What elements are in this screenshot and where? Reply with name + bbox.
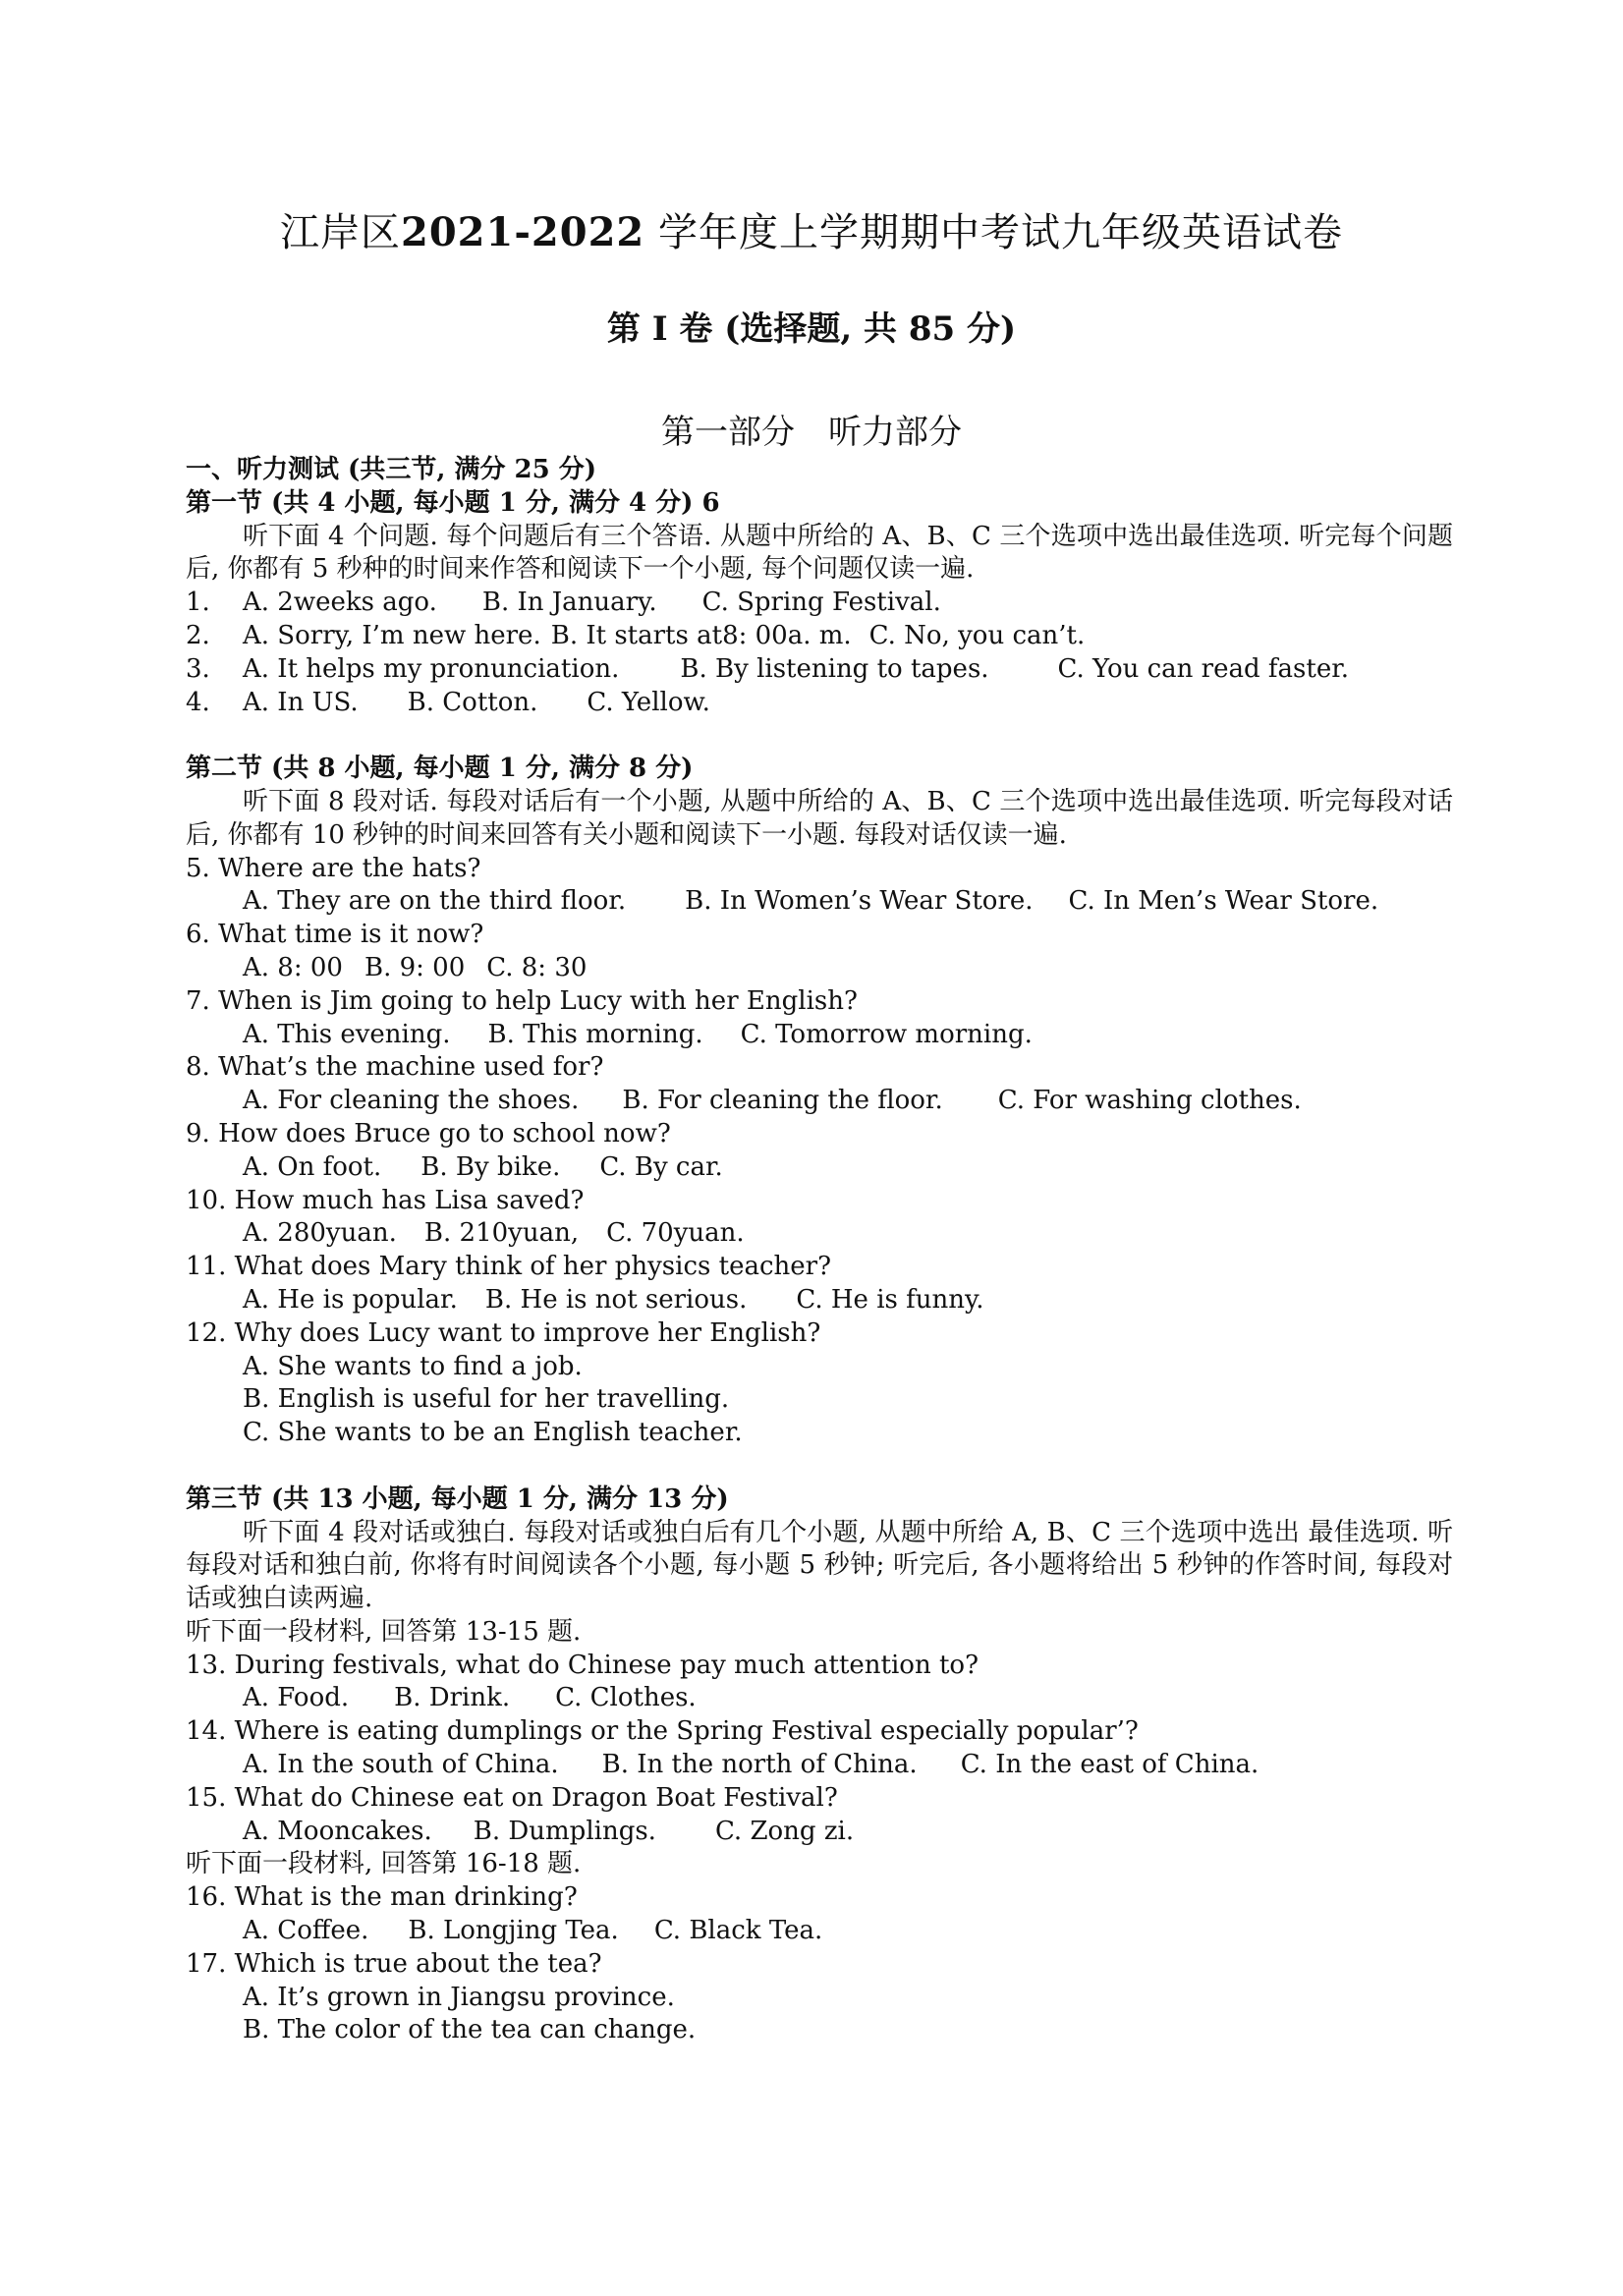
- options-row: [186, 1915, 1453, 1948]
- option-b: B. 9: 00: [364, 952, 466, 982]
- options-row: [186, 952, 1453, 985]
- option-c: C. By car.: [599, 1151, 723, 1182]
- section2-instructions: 听下面 8 段对话. 每段对话后有一个小题, 从题中所给的 A、B、C 三个选项中选出最佳选项. 听完每段对话后, 你都有 10 秒钟的时间来回答有关小题和阅读下一小题. 每段对话仅读一遍.: [186, 786, 1453, 850]
- section-main-heading: 一、听力测试 (共三节, 满分 25 分): [186, 455, 597, 484]
- section1-instructions: 听下面 4 个问题. 每个问题后有三个答语. 从题中所给的 A、B、C 三个选项中选出最佳选项. 听完每个问题后, 你都有 5 秒种的时间来作答和阅读下一个小题, 每个问题仅读一遍.: [186, 521, 1453, 585]
- exam-content: [186, 454, 1453, 2047]
- question-number: 4.: [186, 687, 210, 717]
- options-row: [186, 1151, 1453, 1185]
- option-b: B. English is useful for her travelling.: [243, 1384, 730, 1415]
- option-b: B. In Women’s Wear Store.: [685, 886, 1034, 917]
- option-a: A. It’s grown in Jiangsu province.: [243, 1982, 675, 2012]
- option-b: B. He is not serious.: [484, 1284, 748, 1315]
- option-b: B. 210yuan,: [423, 1218, 580, 1249]
- question-row: [186, 587, 1453, 620]
- spacer: [186, 1450, 1453, 1484]
- material-note: 听下面一段材料, 回答第 16-18 题.: [186, 1849, 582, 1879]
- option-c: C. 70yuan.: [606, 1218, 745, 1249]
- option-a: A. 8: 00: [243, 952, 343, 982]
- option-c: C. Black Tea.: [653, 1916, 823, 1946]
- option-c: C. 8: 30: [486, 952, 588, 982]
- question-text: 14. Where is eating dumplings or the Spring Festival especially popular’?: [186, 1716, 1139, 1747]
- option-b: B. Dumplings.: [473, 1816, 656, 1846]
- option-a: A. Sorry, I’m new here.: [243, 620, 541, 650]
- section2-heading: 第二节 (共 8 小题, 每小题 1 分, 满分 8 分): [186, 754, 694, 784]
- spacer: [186, 719, 1453, 753]
- option-c: C. In Men’s Wear Store.: [1068, 886, 1379, 917]
- volume-title: 第 I 卷 (选择题, 共 85 分): [606, 309, 1017, 349]
- option-a: A. She wants to find a job.: [243, 1351, 583, 1381]
- option-a: A. This evening.: [243, 1019, 451, 1049]
- option-a: A. It helps my pronunciation.: [243, 653, 620, 684]
- options-row: [186, 1217, 1453, 1251]
- section3-instructions: 听下面 4 段对话或独白. 每段对话或独白后有几个小题, 从题中所给 A, B、C 三个选项中选出 最佳选项. 听每段对话和独白前, 你将有时间阅读各个小题, 每小题 5 秒钟; 听完后, 各小题将给出 5 秒钟的作答时间, 每段对话或独白读两遍.: [186, 1517, 1453, 1614]
- question-text: 8. What’s the machine used for?: [186, 1052, 604, 1083]
- question-text: 15. What do Chinese eat on Dragon Boat Festival?: [186, 1782, 838, 1813]
- options-row: [186, 1284, 1453, 1317]
- question-number: 2.: [186, 620, 210, 650]
- question-text: 17. Which is true about the tea?: [186, 1948, 602, 1979]
- question-number: 1.: [186, 588, 210, 618]
- option-a: A. Food.: [243, 1683, 350, 1713]
- option-b: B. This morning.: [487, 1019, 703, 1049]
- option-a: A. Coffee.: [243, 1916, 369, 1946]
- option-c: C. Zong zi.: [714, 1816, 855, 1846]
- question-text: 9. How does Bruce go to school now?: [186, 1118, 671, 1148]
- question-text: 11. What does Mary think of her physics teacher?: [186, 1252, 832, 1282]
- options-row: [186, 1749, 1453, 1782]
- question-text: 6. What time is it now?: [186, 920, 484, 950]
- option-c: C. For washing clothes.: [997, 1086, 1302, 1116]
- option-b: B. For cleaning the floor.: [622, 1086, 943, 1116]
- option-b: B. Longjing Tea.: [408, 1916, 619, 1946]
- option-c: C. In the east of China.: [960, 1750, 1259, 1780]
- exam-title: [0, 201, 1623, 257]
- options-row: [186, 1816, 1453, 1849]
- question-text: 13. During festivals, what do Chinese pay much attention to?: [186, 1650, 979, 1680]
- options-row: [186, 1085, 1453, 1118]
- option-a: A. On foot.: [243, 1151, 382, 1182]
- option-c: C. Yellow.: [587, 687, 710, 717]
- section1-heading: 第一节 (共 4 小题, 每小题 1 分, 满分 4 分) 6: [186, 487, 720, 518]
- option-c: C. No, you can’t.: [868, 620, 1086, 650]
- option-a: A. In US.: [243, 687, 359, 717]
- option-b: B. The color of the tea can change.: [243, 2015, 697, 2045]
- option-c: C. Clothes.: [555, 1683, 697, 1713]
- title-prefix: 江岸区: [280, 210, 401, 255]
- option-b: B. Drink.: [394, 1683, 511, 1713]
- question-text: 12. Why does Lucy want to improve her English?: [186, 1317, 821, 1348]
- question-text: 10. How much has Lisa saved?: [186, 1185, 585, 1215]
- option-b: B. It starts at8: 00a. m.: [550, 620, 852, 650]
- option-a: A. In the south of China.: [243, 1750, 559, 1780]
- question-text: 16. What is the man drinking?: [186, 1882, 578, 1913]
- material-note: 听下面一段材料, 回答第 13-15 题.: [186, 1616, 582, 1647]
- option-c: C. She wants to be an English teacher.: [243, 1418, 743, 1448]
- options-row: [186, 1682, 1453, 1715]
- option-a: A. 280yuan.: [243, 1218, 397, 1249]
- option-c: C. Spring Festival.: [701, 588, 941, 618]
- option-a: A. They are on the third floor.: [243, 886, 627, 917]
- option-a: A. For cleaning the shoes.: [243, 1086, 580, 1116]
- option-c: C. You can read faster.: [1057, 653, 1350, 684]
- option-b: B. Cotton.: [407, 687, 538, 717]
- option-a: A. 2weeks ago.: [243, 588, 437, 618]
- section3-heading: 第三节 (共 13 小题, 每小题 1 分, 满分 13 分): [186, 1484, 729, 1514]
- question-row: [186, 620, 1453, 653]
- part-title: 第一部分 听力部分: [661, 413, 962, 452]
- options-row: [186, 1019, 1453, 1052]
- option-c: C. Tomorrow morning.: [740, 1019, 1033, 1049]
- question-row: [186, 653, 1453, 687]
- title-year: 2021-2022: [401, 209, 645, 255]
- option-b: B. By bike.: [420, 1151, 561, 1182]
- option-b: B. By listening to tapes.: [680, 653, 989, 684]
- question-number: 3.: [186, 653, 210, 684]
- options-row: [186, 885, 1453, 919]
- question-text: 5. Where are the hats?: [186, 853, 481, 883]
- option-b: B. In the north of China.: [601, 1750, 918, 1780]
- option-b: B. In January.: [481, 588, 657, 618]
- option-a: A. He is popular.: [243, 1284, 458, 1315]
- option-a: A. Mooncakes.: [243, 1816, 432, 1846]
- question-row: [186, 687, 1453, 720]
- option-c: C. He is funny.: [796, 1284, 984, 1315]
- title-suffix: 学年度上学期期中考试九年级英语试卷: [657, 210, 1343, 255]
- question-text: 7. When is Jim going to help Lucy with her English?: [186, 985, 858, 1016]
